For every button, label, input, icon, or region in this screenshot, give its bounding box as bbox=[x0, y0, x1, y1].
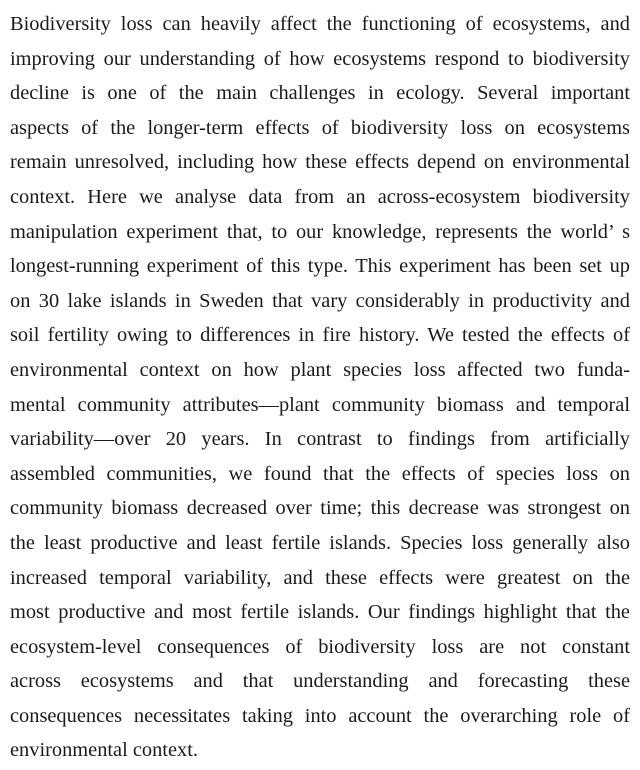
abstract-line: improving our understanding of how ecosystems respond to biodiversity bbox=[10, 47, 630, 70]
abstract-line: the least productive and least fertile islands. Species loss generally also bbox=[10, 531, 630, 554]
abstract-line: environmental context. bbox=[10, 739, 198, 762]
abstract-line: remain unresolved, including how these effects depend on environmental bbox=[10, 151, 630, 174]
abstract-line: most productive and most fertile islands. Our findings highlight that the bbox=[10, 601, 630, 624]
abstract-line: variability—over 20 years. In contrast to findings from artificially bbox=[10, 428, 630, 451]
abstract-line: mental community attributes—plant community biomass and temporal bbox=[10, 393, 630, 416]
abstract-line: longest-running experiment of this type. This experiment has been set up bbox=[10, 255, 630, 278]
abstract-line: on 30 lake islands in Sweden that vary considerably in productivity and bbox=[10, 289, 630, 312]
abstract-paragraph bbox=[10, 7, 630, 768]
abstract-line: increased temporal variability, and these effects were greatest on the bbox=[10, 566, 630, 589]
abstract-line: environmental context on how plant species loss affected two funda- bbox=[10, 358, 630, 381]
abstract-line: assembled communities, we found that the effects of species loss on bbox=[10, 462, 630, 485]
abstract-line: manipulation experiment that, to our knowledge, represents the world’ s bbox=[10, 220, 630, 243]
abstract-line: context. Here we analyse data from an across-ecosystem biodiversity bbox=[10, 185, 630, 208]
abstract-line: across ecosystems and that understanding and forecasting these bbox=[10, 670, 630, 693]
abstract-line: aspects of the longer-term effects of biodiversity loss on ecosystems bbox=[10, 116, 630, 139]
abstract-line: soil fertility owing to differences in fire history. We tested the effects of bbox=[10, 324, 630, 347]
abstract-line: ecosystem-level consequences of biodiversity loss are not constant bbox=[10, 635, 630, 658]
abstract-line: decline is one of the main challenges in ecology. Several important bbox=[10, 82, 630, 105]
abstract-line: community biomass decreased over time; this decrease was strongest on bbox=[10, 497, 630, 520]
abstract-line: consequences necessitates taking into account the overarching role of bbox=[10, 704, 630, 727]
abstract-line: Biodiversity loss can heavily affect the functioning of ecosystems, and bbox=[10, 13, 630, 35]
